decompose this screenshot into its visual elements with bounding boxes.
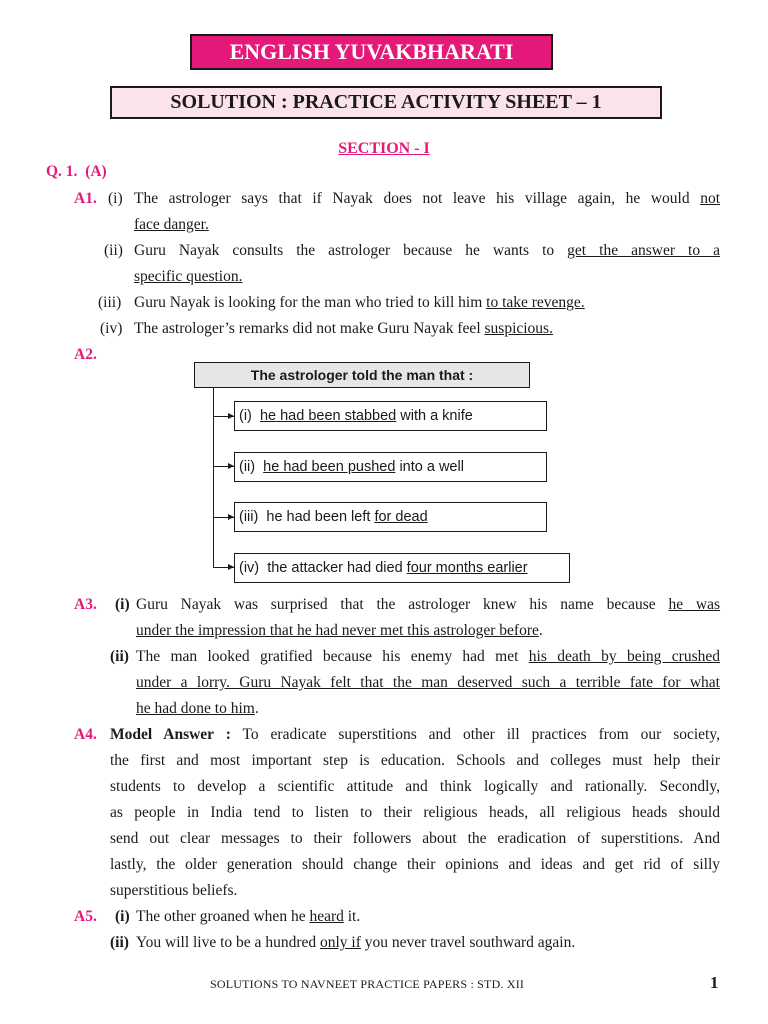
diagram-box-2: (ii) he had been pushed into a well xyxy=(234,452,547,482)
item-number: (ii) xyxy=(110,934,129,951)
arrow-icon xyxy=(213,466,234,467)
a5-item-1: The other groaned when he heard it. xyxy=(136,908,361,925)
sheet-title: SOLUTION : PRACTICE ACTIVITY SHEET – 1 xyxy=(110,86,662,119)
arrow-icon xyxy=(213,567,234,568)
answer-label-a3: A3. xyxy=(74,596,97,613)
a1-item-2-line-2: specific question. xyxy=(134,268,243,285)
diagram-connector xyxy=(213,388,214,568)
a3-item-1-line-2: under the impression that he had never met this astrologer before. xyxy=(136,622,543,639)
question-label: Q. 1. (A) xyxy=(46,163,107,180)
a5-item-2: You will live to be a hundred only if you never travel southward again. xyxy=(136,934,576,951)
answer-label-a1: A1. xyxy=(74,190,97,207)
item-number: (iv) xyxy=(100,320,123,337)
item-number: (i) xyxy=(108,190,123,207)
answer-label-a2: A2. xyxy=(74,346,97,363)
page-footer: SOLUTIONS TO NAVNEET PRACTICE PAPERS : STD. XII xyxy=(210,977,525,991)
a4-line-2: the first and most important step is education. Schools and colleges must help their xyxy=(110,752,720,769)
item-number: (i) xyxy=(115,596,130,613)
item-number: (iii) xyxy=(98,294,122,311)
answer-label-a4: A4. xyxy=(74,726,97,743)
diagram-box-3: (iii) he had been left for dead xyxy=(234,502,547,532)
a4-line-3: students to develop a scientific attitude and think logically and rationally. Secondly, xyxy=(110,778,720,795)
a4-line-1: Model Answer : To eradicate superstitions and other ill practices from our society, xyxy=(110,726,720,743)
diagram-heading: The astrologer told the man that : xyxy=(194,362,530,388)
a1-item-3: Guru Nayak is looking for the man who tried to kill him to take revenge. xyxy=(134,294,585,311)
page-number: 1 xyxy=(710,973,719,992)
a1-item-1-line-1: The astrologer says that if Nayak does not leave his village again, he would not xyxy=(134,190,720,207)
item-number: (ii) xyxy=(104,242,123,259)
item-number: (i) xyxy=(115,908,130,925)
item-number: (ii) xyxy=(110,648,129,665)
section-heading: SECTION - I xyxy=(338,140,430,157)
a4-line-4: as people in India tend to listen to their religious heads, all religious heads should xyxy=(110,804,720,821)
arrow-icon xyxy=(213,416,234,417)
a4-line-5: send out clear messages to their followers about the eradication of superstitions. And xyxy=(110,830,720,847)
a4-line-7: superstitious beliefs. xyxy=(110,882,238,899)
arrow-icon xyxy=(213,517,234,518)
book-title: ENGLISH YUVAKBHARATI xyxy=(190,34,553,70)
a3-item-2-line-3: he had done to him. xyxy=(136,700,259,717)
a4-line-6: lastly, the older generation should change their opinions and ideas and get rid of silly xyxy=(110,856,720,873)
answer-label-a5: A5. xyxy=(74,908,97,925)
a3-item-2-line-1: The man looked gratified because his enemy had met his death by being crushed xyxy=(136,648,720,665)
a3-item-2-line-2: under a lorry. Guru Nayak felt that the man deserved such a terrible fate for what xyxy=(136,674,720,691)
a3-item-1-line-1: Guru Nayak was surprised that the astrologer knew his name because he was xyxy=(136,596,721,613)
a1-item-2-line-1: Guru Nayak consults the astrologer because he wants to get the answer to a xyxy=(134,242,720,259)
diagram-box-1: (i) he had been stabbed with a knife xyxy=(234,401,547,431)
a1-item-4: The astrologer’s remarks did not make Guru Nayak feel suspicious. xyxy=(134,320,553,337)
diagram-box-4: (iv) the attacker had died four months earlier xyxy=(234,553,570,583)
a1-item-1-line-2: face danger. xyxy=(134,216,209,233)
